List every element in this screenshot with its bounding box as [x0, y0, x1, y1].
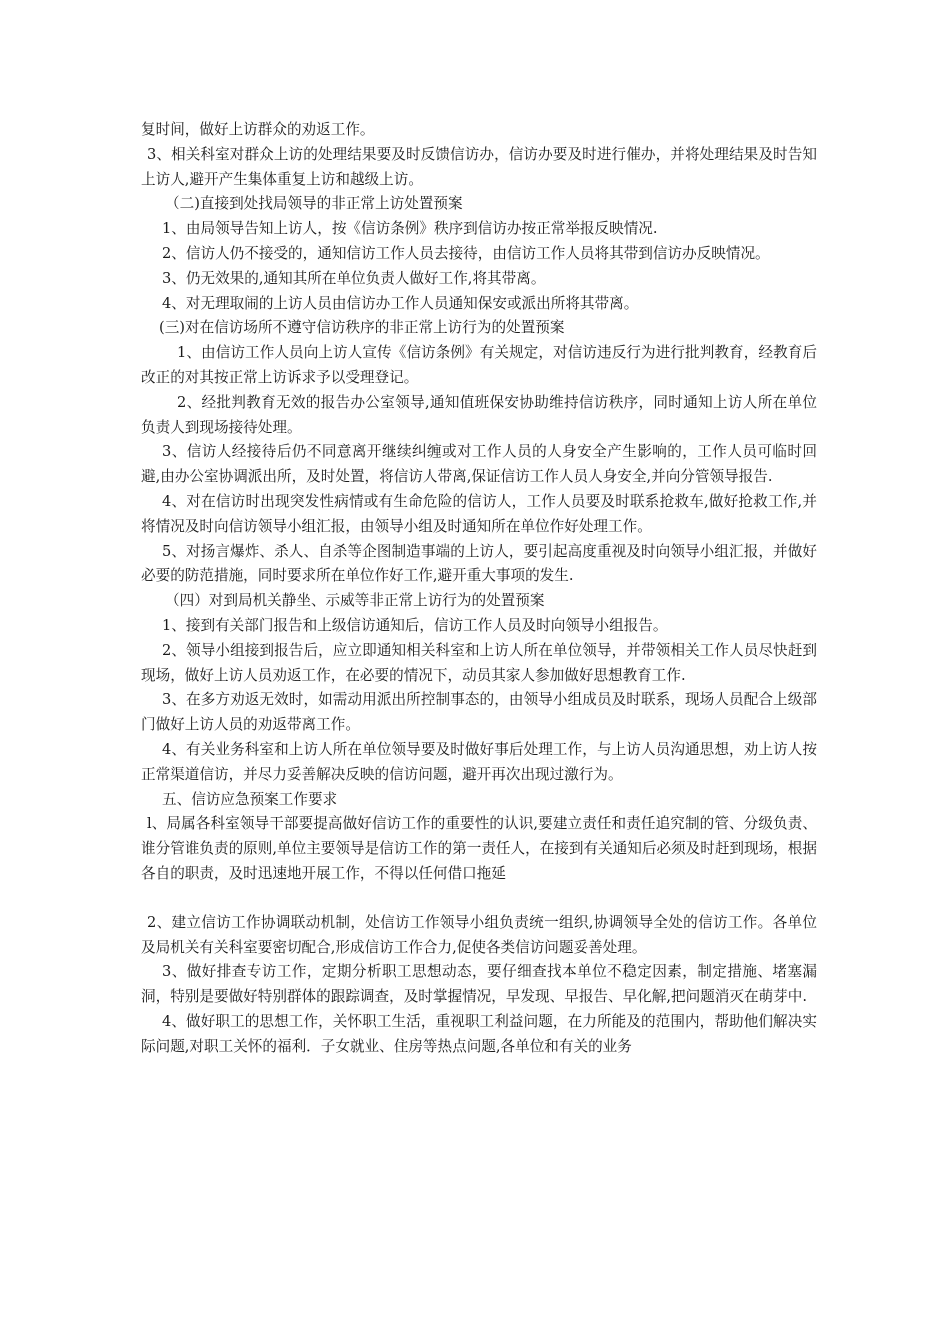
section-heading: (三)对在信访场所不遵守信访秩序的非正常上访行为的处置预案: [159, 319, 565, 337]
paragraph: 2、领导小组接到报告后，应立即通知相关科室和上访人所在单位领导，并带领相关工作人员尽快赶到现场，做好上访人员劝返工作，在必要的情况下，动员其家人参加做好思想教育工作.: [141, 641, 817, 684]
paragraph: 4、做好职工的思想工作，关怀职工生活，重视职工利益问题，在力所能及的范围内，帮助他们解决实际问题,对职工关怀的福利．子女就业、住房等热点问题,各单位和有关的业务: [141, 1012, 817, 1055]
paragraph: 3、做好排查专访工作，定期分析职工思想动态，要仔细查找本单位不稳定因素，制定措施、堵塞漏洞，特别是要做好特别群体的跟踪调查，及时掌握情况，早发现、早报告、早化解,把问题消灭在萌芽中.: [141, 963, 817, 1006]
paragraph: 1、由信访工作人员向上访人宣传《信访条例》有关规定，对信访违反行为进行批判教育，经教育后改正的对其按正常上访诉求予以受理登记。: [141, 344, 817, 386]
paragraph: 1、由局领导告知上访人，按《信访条例》秩序到信访办按正常举报反映情况.: [162, 220, 658, 238]
paragraph: 2、信访人仍不接受的，通知信访工作人员去接待，由信访工作人员将其带到信访办反映情况。: [162, 244, 770, 262]
paragraph: 3、在多方劝返无效时，如需动用派出所控制事态的，由领导小组成员及时联系，现场人员配合上级部门做好上访人员的劝返带离工作。: [141, 691, 817, 734]
paragraph: 1、接到有关部门报告和上级信访通知后，信访工作人员及时向领导小组报告。: [162, 616, 668, 634]
paragraph: l、局属各科室领导干部要提高做好信访工作的重要性的认识,要建立责任和责任追究制的管、分级负责、谁分管谁负责的原则,单位主要领导是信访工作的第一责任人，在接到有关通知后必须及时赶到现场，根据各自的职责，及时迅速地开展工作，不得以任何借口拖延: [141, 815, 817, 882]
paragraph: 3、信访人经接待后仍不同意离开继续纠缠或对工作人员的人身安全产生影响的，工作人员可临时回避,由办公室协调派出所，及时处置，将信访人带离,保证信访工作人员人身安全,并向分管领导报告.: [141, 443, 817, 486]
paragraph-gap: [141, 887, 817, 911]
paragraph: 2、建立信访工作协调联动机制，处信访工作领导小组负责统一组织,协调领导全处的信访工作。各单位及局机关有关科室要密切配合,形成信访工作合力,促使各类信访问题妥善处理。: [141, 913, 817, 956]
document-page: [141, 118, 817, 1059]
paragraph: 复时间，做好上访群众的劝返工作。: [141, 121, 375, 138]
paragraph: 4、有关业务科室和上访人所在单位领导要及时做好事后处理工作，与上访人员沟通思想，劝上访人按正常渠道信访，并尽力妥善解决反映的信访问题，避开再次出现过激行为。: [141, 740, 817, 783]
section-heading: （二)直接到处找局领导的非正常上访处置预案: [165, 195, 463, 213]
paragraph: 3、相关科室对群众上访的处理结果要及时反馈信访办，信访办要及时进行催办，并将处理结果及时告知上访人,避开产生集体重复上访和越级上访。: [141, 145, 817, 188]
paragraph: 4、对无理取闹的上访人员由信访办工作人员通知保安或派出所将其带离。: [162, 294, 639, 312]
paragraph: 4、对在信访时出现突发性病情或有生命危险的信访人，工作人员要及时联系抢救车,做好抢救工作,并将情况及时向信访领导小组汇报，由领导小组及时通知所在单位作好处理工作。: [141, 492, 817, 535]
paragraph: 2、经批判教育无效的报告办公室领导,通知值班保安协助维持信访秩序，同时通知上访人所在单位负责人到现场接待处理。: [141, 393, 817, 436]
section-heading: 五、信访应急预案工作要求: [162, 790, 338, 808]
paragraph: 3、仍无效果的,通知其所在单位负责人做好工作,将其带离。: [162, 269, 546, 287]
paragraph: 5、对扬言爆炸、杀人、自杀等企图制造事端的上访人，要引起高度重视及时向领导小组汇报，并做好必要的防范措施，同时要求所在单位作好工作,避开重大事项的发生.: [141, 542, 817, 585]
section-heading: （四）对到局机关静坐、示威等非正常上访行为的处置预案: [165, 592, 545, 610]
